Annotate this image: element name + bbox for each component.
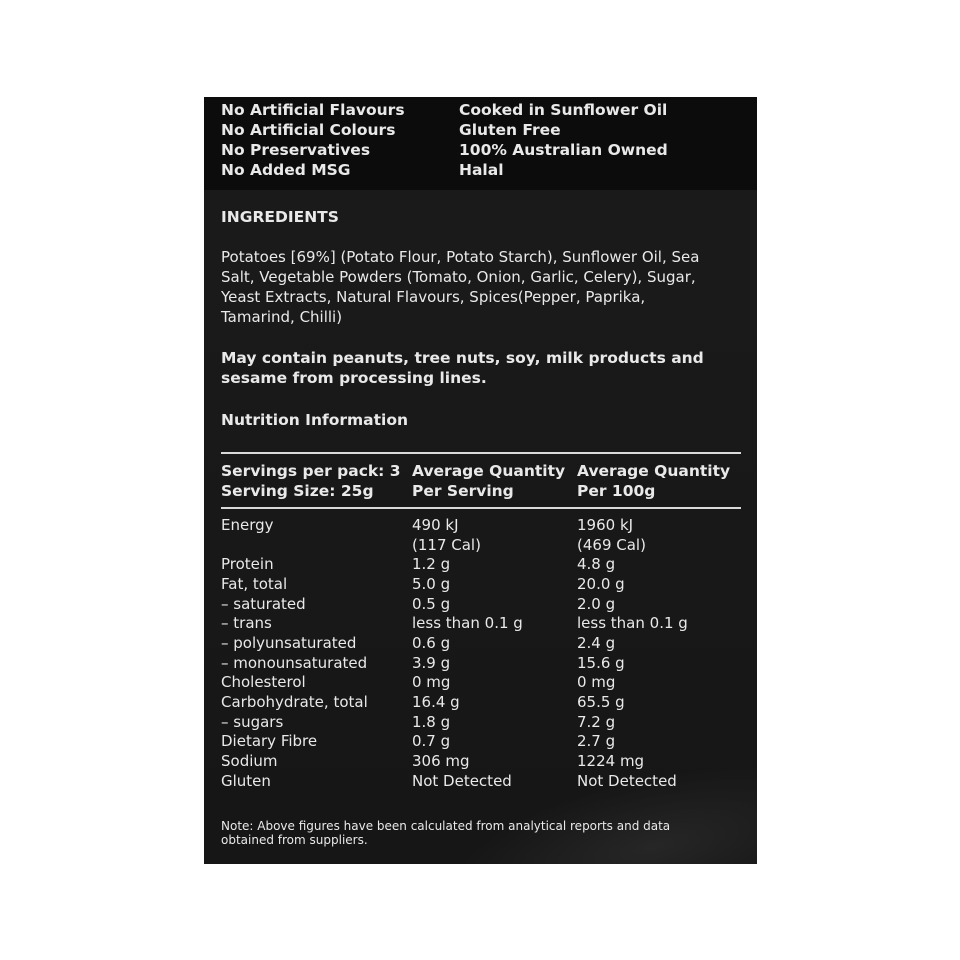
ingredients-line: Yeast Extracts, Natural Flavours, Spices(Pepper, Paprika, (221, 288, 646, 306)
per-serving-value: 1.2 g (412, 555, 451, 574)
footnote (221, 819, 741, 847)
table-row (221, 555, 751, 575)
table-top-rule (221, 452, 741, 454)
per-100g-value: 2.4 g (577, 633, 616, 652)
nutrition-title: Nutrition Information (221, 411, 409, 429)
nutrient-name: Gluten (221, 771, 271, 790)
table-header-rule (221, 507, 741, 509)
footnote-line: obtained from suppliers. (221, 833, 368, 847)
nutrient-name: Energy (221, 516, 274, 534)
per-serving-value: Not Detected (412, 771, 512, 790)
per-serving-value: 306 mg (412, 751, 470, 770)
nutrient-name: – sugars (221, 712, 284, 731)
header-line: Serving Size: 25g (221, 482, 374, 500)
per-100g-value: Not Detected (577, 771, 677, 790)
per-serving-value: 490 kJ (412, 516, 459, 534)
claim-item: Halal (459, 161, 504, 179)
per-serving-value: 0.6 g (412, 633, 451, 652)
allergen-line: sesame from processing lines. (221, 369, 487, 387)
per-serving-value: 1.8 g (412, 712, 451, 731)
table-row (221, 693, 751, 713)
claim-item: Cooked in Sunflower Oil (459, 101, 668, 119)
per-100g-value: 0 mg (577, 673, 616, 692)
table-row (221, 575, 751, 595)
nutrition-header-servings (221, 461, 401, 501)
table-row (221, 614, 751, 634)
nutrient-name: – monounsaturated (221, 653, 368, 672)
claim-item: Gluten Free (459, 121, 561, 139)
allergen-statement (221, 348, 741, 388)
table-row (221, 752, 751, 772)
claim-item: No Artificial Colours (221, 121, 396, 139)
nutrition-header-per-100g (577, 461, 730, 501)
per-100g-value: 1224 mg (577, 751, 645, 770)
claim-item: No Artificial Flavours (221, 101, 405, 119)
per-100g-value: (469 Cal) (577, 535, 646, 554)
table-row (221, 634, 751, 654)
table-row (221, 673, 751, 693)
per-100g-value: 15.6 g (577, 653, 625, 672)
table-row (221, 772, 751, 792)
product-claims (221, 100, 751, 180)
nutrition-table (221, 516, 751, 791)
nutrient-name: Cholesterol (221, 673, 306, 692)
nutrient-name (221, 536, 412, 556)
nutrient-name: Protein (221, 555, 274, 574)
claim-item: No Added MSG (221, 161, 351, 179)
nutrition-header-per-serving (412, 461, 565, 501)
header-line: Average Quantity (412, 462, 566, 480)
per-100g-value: 7.2 g (577, 712, 616, 731)
header-line: Servings per pack: 3 (221, 462, 401, 480)
per-serving-value: 5.0 g (412, 574, 451, 593)
header-line: Per Serving (412, 482, 514, 500)
per-serving-value: (117 Cal) (412, 535, 481, 554)
header-line: Average Quantity (577, 462, 731, 480)
table-row (221, 536, 751, 556)
claim-item: 100% Australian Owned (459, 141, 668, 159)
table-row (221, 732, 751, 752)
per-100g-value: 2.0 g (577, 594, 616, 613)
nutrient-name: – trans (221, 614, 272, 633)
per-serving-value: less than 0.1 g (412, 614, 523, 633)
nutrient-name: Dietary Fibre (221, 732, 318, 751)
per-serving-value: 0 mg (412, 673, 451, 692)
nutrient-name: – polyunsaturated (221, 633, 357, 652)
table-row (221, 654, 751, 674)
nutrient-name: Sodium (221, 751, 278, 770)
footnote-line: Note: Above figures have been calculated from analytical reports and data (221, 819, 671, 833)
ingredients-line: Salt, Vegetable Powders (Tomato, Onion, Garlic, Celery), Sugar, (221, 268, 696, 286)
per-100g-value: less than 0.1 g (577, 614, 688, 633)
ingredients-text (221, 247, 741, 327)
table-row (221, 595, 751, 615)
nutrient-name: – saturated (221, 594, 306, 613)
claim-item: No Preservatives (221, 141, 371, 159)
nutrient-name: Carbohydrate, total (221, 692, 368, 711)
allergen-line: May contain peanuts, tree nuts, soy, milk products and (221, 349, 704, 367)
ingredients-title: INGREDIENTS (221, 208, 339, 226)
per-serving-value: 0.5 g (412, 594, 451, 613)
per-serving-value: 3.9 g (412, 653, 451, 672)
table-row (221, 516, 751, 536)
ingredients-line: Tamarind, Chilli) (221, 308, 343, 326)
per-100g-value: 65.5 g (577, 692, 625, 711)
nutrition-label-panel (204, 97, 757, 864)
per-100g-value: 2.7 g (577, 732, 616, 751)
ingredients-line: Potatoes [69%] (Potato Flour, Potato Starch), Sunflower Oil, Sea (221, 248, 700, 266)
per-100g-value: 4.8 g (577, 555, 616, 574)
nutrient-name: Fat, total (221, 574, 288, 593)
per-serving-value: 16.4 g (412, 692, 460, 711)
per-100g-value: 20.0 g (577, 574, 625, 593)
table-row (221, 713, 751, 733)
per-100g-value: 1960 kJ (577, 516, 634, 534)
per-serving-value: 0.7 g (412, 732, 451, 751)
header-line: Per 100g (577, 482, 656, 500)
